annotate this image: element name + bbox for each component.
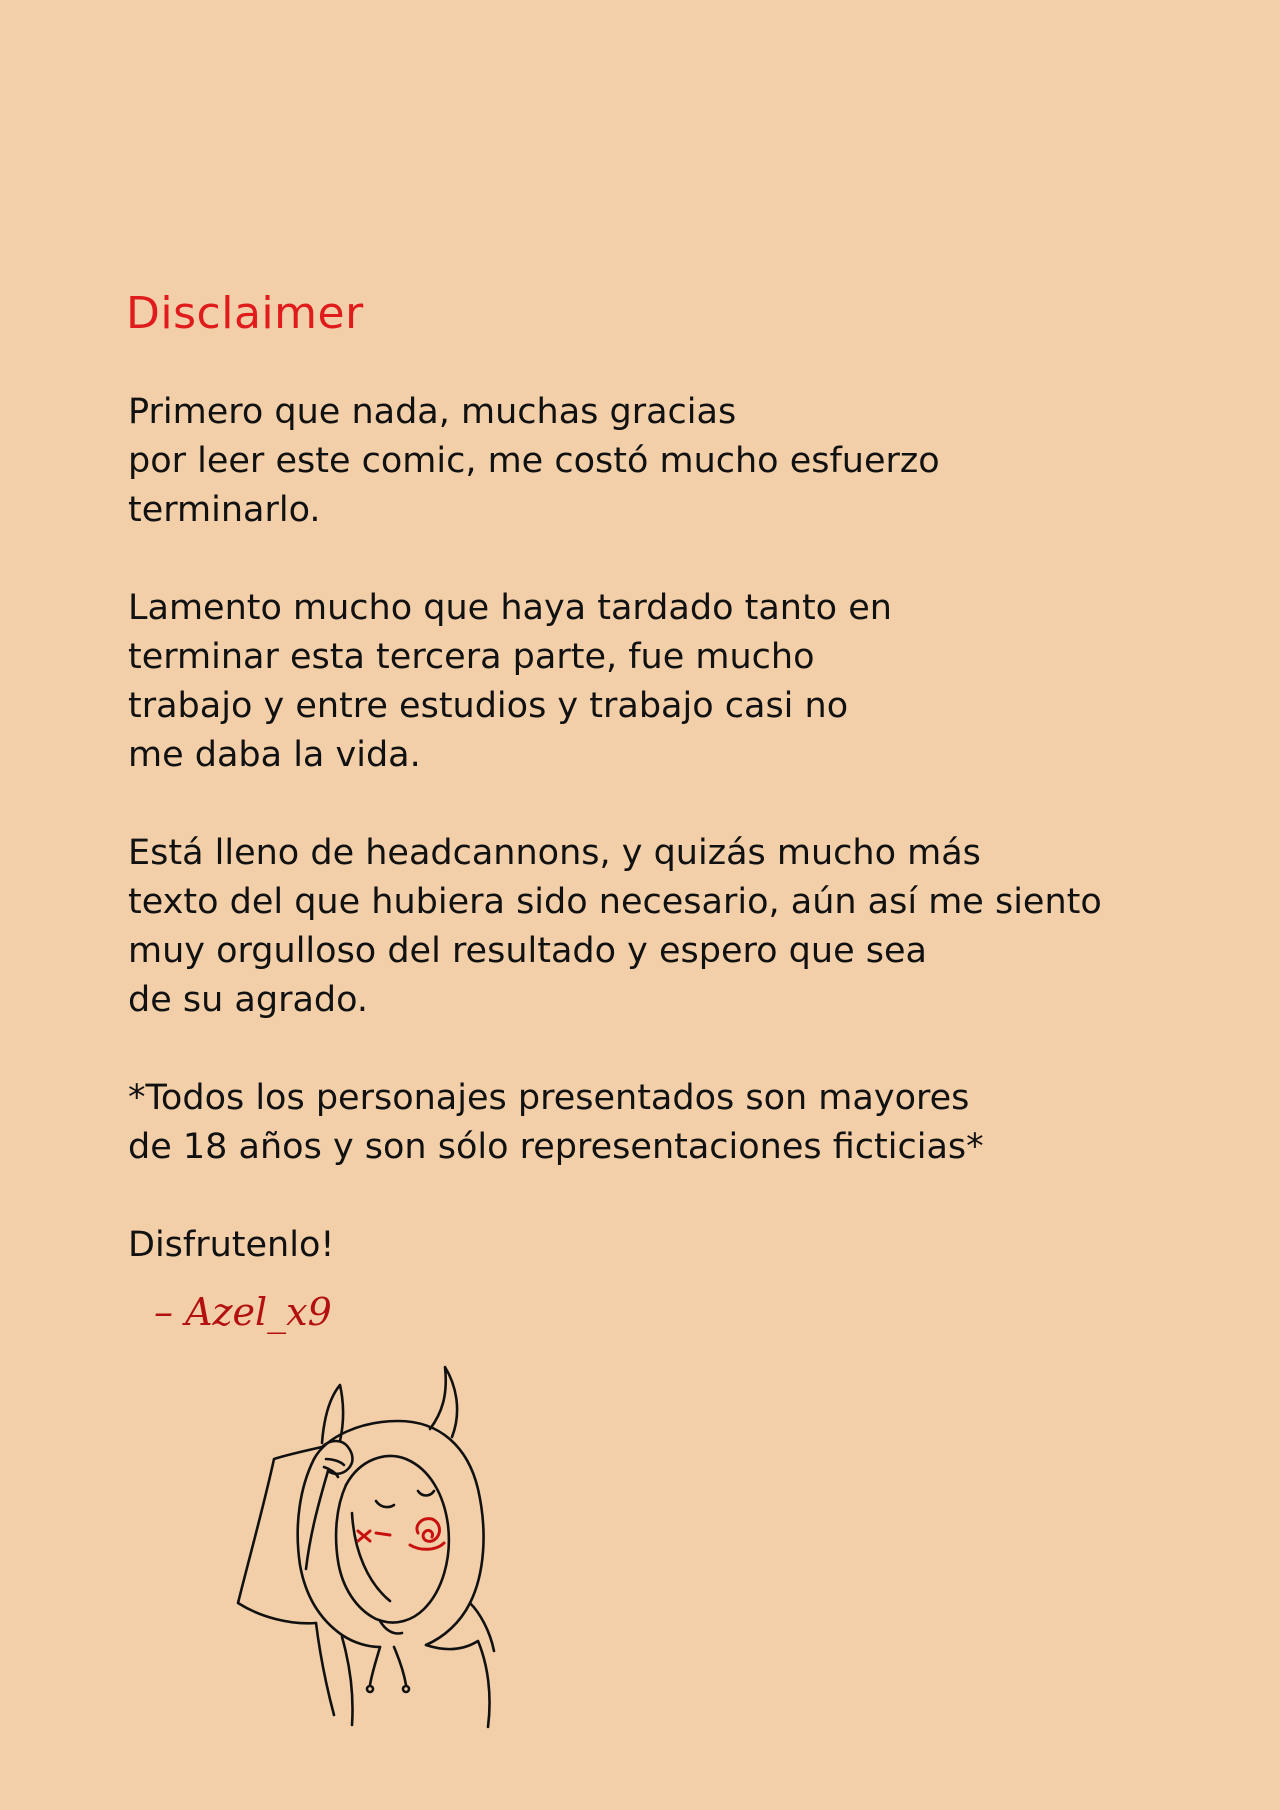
text-line: trabajo y entre estudios y trabajo casi no (128, 686, 849, 726)
paragraph-age-notice (128, 1074, 1238, 1172)
text-line: Está lleno de headcannons, y quizás mucho más (128, 833, 981, 873)
text-line: terminarlo. (128, 490, 321, 530)
page-title: Disclaimer (126, 288, 364, 339)
text-line: muy orgulloso del resultado y espero que sea (128, 931, 927, 971)
paragraph-apology (128, 584, 1238, 780)
disclaimer-body (128, 388, 1238, 1270)
horned-hooded-character-drawing-icon (230, 1355, 570, 1735)
closing-text: Disfrutenlo! (128, 1225, 335, 1265)
text-line: texto del que hubiera sido necesario, aún así me siento (128, 882, 1102, 922)
text-line: me daba la vida. (128, 735, 421, 775)
text-line: por leer este comic, me costó mucho esfuerzo (128, 441, 940, 481)
text-line: de 18 años y son sólo representaciones ficticias* (128, 1127, 984, 1167)
paragraph-headcanons (128, 829, 1238, 1025)
text-line: Lamento mucho que haya tardado tanto en (128, 588, 892, 628)
text-line: de su agrado. (128, 980, 369, 1020)
paragraph-thanks (128, 388, 1238, 535)
author-signature: – Azel_x9 (154, 1290, 332, 1334)
text-line: Primero que nada, muchas gracias (128, 392, 737, 432)
text-line: *Todos los personajes presentados son mayores (128, 1078, 970, 1118)
text-line: terminar esta tercera parte, fue mucho (128, 637, 815, 677)
